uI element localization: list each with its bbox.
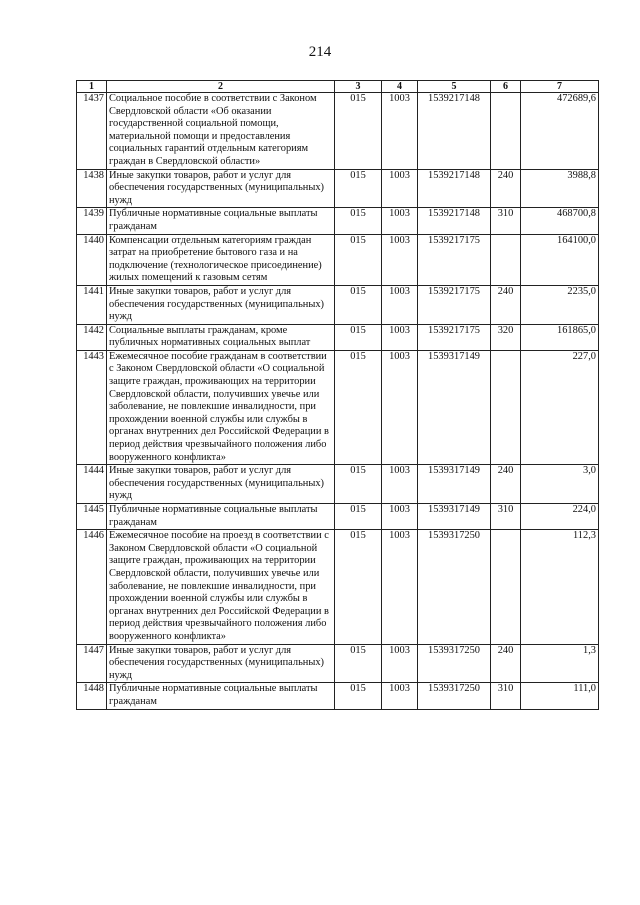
- table-row: [77, 285, 599, 324]
- row-name: Иные закупки товаров, работ и услуг для обеспечения государственных (муниципальных) нужд: [107, 285, 335, 324]
- table-row: [77, 504, 599, 530]
- row-col-5: 1539317149: [418, 350, 491, 464]
- row-col-6: 310: [491, 683, 521, 709]
- table-row: [77, 93, 599, 170]
- row-col-4: 1003: [382, 93, 418, 170]
- row-col-4: 1003: [382, 324, 418, 350]
- row-name: Компенсации отдельным категориям граждан затрат на приобретение бытового газа и на подключение (технологическое присоединение) жилых помещений к газовым сетям: [107, 234, 335, 285]
- row-number: 1446: [77, 530, 107, 644]
- row-col-4: 1003: [382, 350, 418, 464]
- row-name: Ежемесячное пособие гражданам в соответствии с Законом Свердловской области «О социальной защите граждан, проживающих на территории Свердловской области, получивших увечье или заболевание, не повлекшие инвалидности, при прохождении военной службы или службы в органах внутренних дел Российской Федерации в период действия чрезвычайного положения либо вооруженного конфликта»: [107, 350, 335, 464]
- row-col-3: 015: [335, 644, 382, 683]
- row-col-4: 1003: [382, 285, 418, 324]
- header-col-6: 6: [491, 81, 521, 93]
- row-col-5: 1539317149: [418, 504, 491, 530]
- row-amount: 468700,8: [521, 208, 599, 234]
- header-col-3: 3: [335, 81, 382, 93]
- page-number: 214: [308, 44, 332, 60]
- row-col-5: 1539317149: [418, 465, 491, 504]
- row-col-5: 1539217148: [418, 208, 491, 234]
- row-col-4: 1003: [382, 504, 418, 530]
- table-row: [77, 208, 599, 234]
- row-col-4: 1003: [382, 169, 418, 208]
- row-amount: 472689,6: [521, 93, 599, 170]
- row-col-3: 015: [335, 234, 382, 285]
- row-col-4: 1003: [382, 644, 418, 683]
- row-col-5: 1539217175: [418, 324, 491, 350]
- row-col-3: 015: [335, 465, 382, 504]
- row-number: 1441: [77, 285, 107, 324]
- row-number: 1440: [77, 234, 107, 285]
- row-col-6: 310: [491, 504, 521, 530]
- row-number: 1447: [77, 644, 107, 683]
- row-col-5: 1539217148: [418, 169, 491, 208]
- table-row: [77, 350, 599, 464]
- row-col-3: 015: [335, 285, 382, 324]
- row-col-6: 240: [491, 465, 521, 504]
- row-name: Иные закупки товаров, работ и услуг для обеспечения государственных (муниципальных) нужд: [107, 644, 335, 683]
- row-col-3: 015: [335, 208, 382, 234]
- table-header: [77, 81, 599, 93]
- header-row: [77, 81, 599, 93]
- header-col-2: 2: [107, 81, 335, 93]
- row-col-3: 015: [335, 324, 382, 350]
- table-row: [77, 465, 599, 504]
- row-col-5: 1539217148: [418, 93, 491, 170]
- row-col-4: 1003: [382, 683, 418, 709]
- row-col-6: 240: [491, 285, 521, 324]
- row-col-6: [491, 234, 521, 285]
- row-number: 1438: [77, 169, 107, 208]
- row-col-6: 240: [491, 644, 521, 683]
- row-col-5: 1539217175: [418, 234, 491, 285]
- row-amount: 1,3: [521, 644, 599, 683]
- row-number: 1448: [77, 683, 107, 709]
- row-name: Иные закупки товаров, работ и услуг для обеспечения государственных (муниципальных) нужд: [107, 169, 335, 208]
- row-col-3: 015: [335, 169, 382, 208]
- row-col-3: 015: [335, 93, 382, 170]
- budget-table: [76, 80, 599, 710]
- row-name: Социальные выплаты гражданам, кроме публичных нормативных социальных выплат: [107, 324, 335, 350]
- row-name: Публичные нормативные социальные выплаты гражданам: [107, 208, 335, 234]
- row-number: 1439: [77, 208, 107, 234]
- row-amount: 224,0: [521, 504, 599, 530]
- row-col-4: 1003: [382, 465, 418, 504]
- row-col-6: 310: [491, 208, 521, 234]
- row-col-3: 015: [335, 504, 382, 530]
- table-row: [77, 324, 599, 350]
- row-col-4: 1003: [382, 208, 418, 234]
- table-row: [77, 530, 599, 644]
- table-row: [77, 644, 599, 683]
- row-name: Социальное пособие в соответствии с Законом Свердловской области «Об оказании государственной социальной помощи, материальной помощи и предоставления социальных гарантий отдельным категориям граждан в Свердловской области»: [107, 93, 335, 170]
- row-col-5: 1539317250: [418, 683, 491, 709]
- table-row: [77, 169, 599, 208]
- row-col-3: 015: [335, 350, 382, 464]
- row-col-6: [491, 93, 521, 170]
- row-col-5: 1539317250: [418, 644, 491, 683]
- row-col-3: 015: [335, 683, 382, 709]
- row-name: Публичные нормативные социальные выплаты гражданам: [107, 504, 335, 530]
- row-col-3: 015: [335, 530, 382, 644]
- row-number: 1445: [77, 504, 107, 530]
- row-col-6: 320: [491, 324, 521, 350]
- table-row: [77, 234, 599, 285]
- table-row: [77, 683, 599, 709]
- row-number: 1442: [77, 324, 107, 350]
- row-amount: 2235,0: [521, 285, 599, 324]
- row-number: 1444: [77, 465, 107, 504]
- row-amount: 227,0: [521, 350, 599, 464]
- row-amount: 112,3: [521, 530, 599, 644]
- row-col-6: [491, 350, 521, 464]
- header-col-1: 1: [77, 81, 107, 93]
- row-name: Иные закупки товаров, работ и услуг для обеспечения государственных (муниципальных) нужд: [107, 465, 335, 504]
- row-amount: 164100,0: [521, 234, 599, 285]
- row-col-6: 240: [491, 169, 521, 208]
- header-col-4: 4: [382, 81, 418, 93]
- row-col-4: 1003: [382, 530, 418, 644]
- row-amount: 111,0: [521, 683, 599, 709]
- header-col-5: 5: [418, 81, 491, 93]
- row-amount: 3988,8: [521, 169, 599, 208]
- row-amount: 3,0: [521, 465, 599, 504]
- row-number: 1443: [77, 350, 107, 464]
- row-col-6: [491, 530, 521, 644]
- header-col-7: 7: [521, 81, 599, 93]
- row-col-5: 1539317250: [418, 530, 491, 644]
- row-name: Публичные нормативные социальные выплаты гражданам: [107, 683, 335, 709]
- row-col-5: 1539217175: [418, 285, 491, 324]
- table-body: [77, 93, 599, 710]
- row-name: Ежемесячное пособие на проезд в соответствии с Законом Свердловской области «О социальной защите граждан, проживающих на территории Свердловской области, получивших увечье или заболевание, не повлекшие инвалидности, при прохождении военной службы или службы в органах внутренних дел Российской Федерации в период действия чрезвычайного положения либо вооруженного конфликта»: [107, 530, 335, 644]
- row-number: 1437: [77, 93, 107, 170]
- row-col-4: 1003: [382, 234, 418, 285]
- row-amount: 161865,0: [521, 324, 599, 350]
